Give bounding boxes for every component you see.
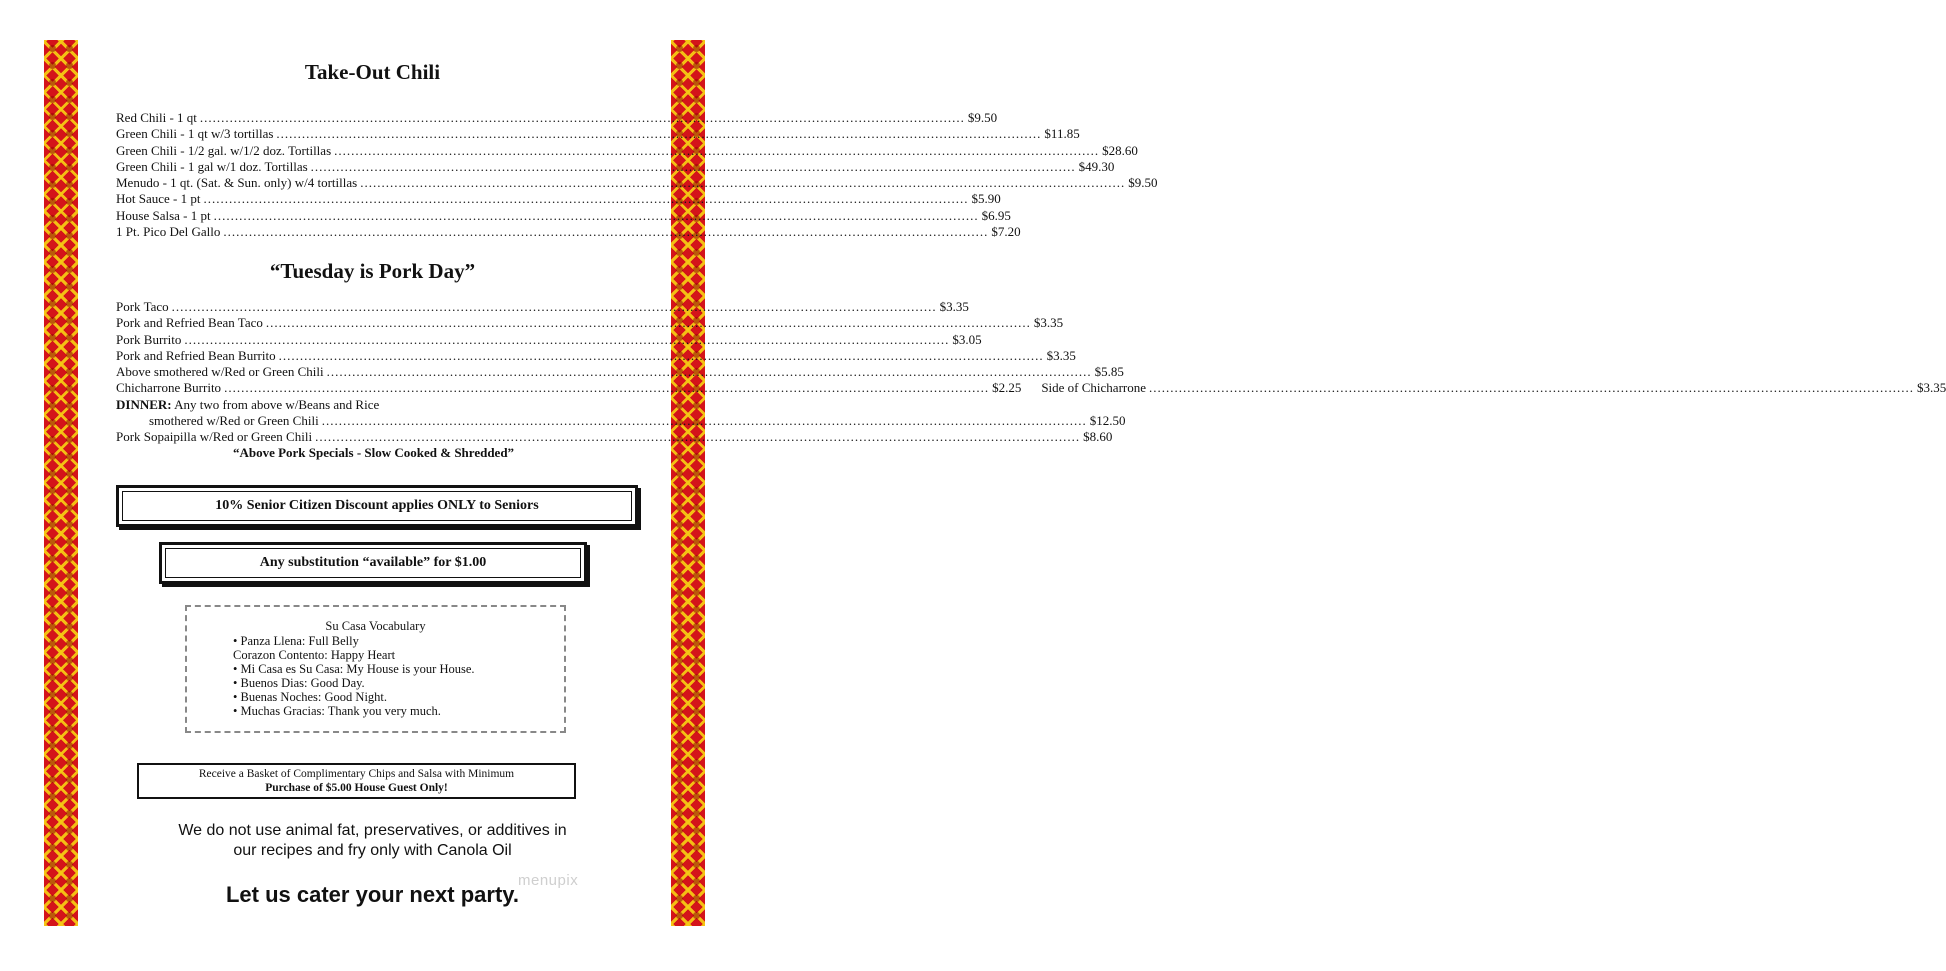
leader-dots: [276, 126, 1041, 142]
takeout-menu-list: [116, 110, 1158, 240]
item-price: $28.60: [1102, 142, 1138, 158]
dinner-label: DINNER:: [116, 396, 172, 412]
substitution-text: Any substitution “available” for $1.00: [165, 548, 581, 578]
chips-line-2: Purchase of $5.00 House Guest Only!: [265, 781, 448, 794]
menu-item: [116, 191, 1001, 207]
item-name: Green Chili - 1 gal w/1 doz. Tortillas: [116, 158, 308, 174]
item-price: $3.05: [952, 331, 982, 347]
item-price: $6.95: [981, 207, 1011, 223]
leader-dots: [223, 224, 988, 240]
vocabulary-item: • Mi Casa es Su Casa: My House is your House.: [233, 662, 475, 676]
leader-dots: [334, 143, 1099, 159]
leader-dots: [311, 159, 1076, 175]
item-price: $2.25: [992, 380, 1022, 396]
leader-dots: [322, 413, 1087, 429]
vocabulary-title: Su Casa Vocabulary: [325, 619, 426, 633]
menu-item-pair: [116, 380, 1946, 396]
dinner-line-1: [116, 397, 631, 413]
item-name: Pork and Refried Bean Taco: [116, 315, 263, 331]
item-name: Side of Chicharrone: [1041, 380, 1147, 396]
item-name: Chicharrone Burrito: [116, 380, 222, 396]
item-price: $11.85: [1044, 126, 1080, 142]
leader-dots: [172, 299, 937, 315]
item-price: $3.35: [1917, 380, 1946, 396]
menu-item: [116, 299, 969, 315]
menu-item: [116, 347, 1076, 364]
leader-dots: [279, 348, 1044, 364]
item-name: Green Chili - 1/2 gal. w/1/2 doz. Tortillas: [116, 142, 332, 158]
ingredients-line-1: We do not use animal fat, preservatives, or additives in: [178, 822, 567, 839]
item-price: $9.50: [1128, 175, 1158, 191]
vocabulary-list: [233, 634, 475, 718]
menu-item: [116, 224, 1021, 240]
leader-dots: [203, 191, 968, 207]
item-name: Pork Taco: [116, 299, 169, 314]
menu-item: [116, 364, 1124, 380]
menu-item: [116, 207, 1011, 224]
leader-dots: [327, 364, 1092, 380]
item-name: Menudo - 1 qt. (Sat. & Sun. only) w/4 tortillas: [116, 175, 358, 191]
dinner-line-2: [116, 413, 1126, 429]
decorative-border-left: [44, 40, 78, 926]
menu-item: [116, 110, 998, 126]
leader-dots: [224, 380, 989, 396]
vocabulary-item: • Panza Llena: Full Belly: [233, 634, 359, 648]
leader-dots: [266, 315, 1031, 331]
menu-item: [116, 142, 1138, 159]
pork-day-heading: “Tuesday is Pork Day”: [269, 259, 476, 283]
item-price: $3.35: [1033, 315, 1064, 331]
takeout-heading: Take-Out Chili: [304, 60, 441, 84]
leader-dots: [184, 332, 949, 348]
menu-item: [116, 429, 1113, 445]
item-name: 1 Pt. Pico Del Gallo: [116, 224, 221, 240]
item-price: $3.35: [1046, 347, 1076, 363]
item-price: $12.50: [1089, 413, 1126, 429]
vocabulary-item: Corazon Contento: Happy Heart: [233, 648, 396, 662]
substitution-box: [159, 542, 587, 584]
item-name: smothered w/Red or Green Chili: [149, 413, 319, 429]
item-price: $3.35: [939, 299, 969, 314]
senior-discount-text: 10% Senior Citizen Discount applies ONLY to Seniors: [122, 491, 632, 521]
item-name: House Salsa - 1 pt: [116, 207, 211, 223]
menu-item: [116, 126, 1080, 142]
ingredients-notice: [90, 821, 655, 861]
item-price: $5.90: [971, 191, 1001, 207]
item-price: $7.20: [991, 224, 1021, 240]
item-name: Hot Sauce - 1 pt: [116, 191, 201, 207]
item-price: $5.85: [1094, 364, 1124, 380]
item-name: Pork Burrito: [116, 331, 182, 347]
item-name: Red Chili - 1 qt: [116, 110, 197, 125]
complimentary-chips-box: [137, 763, 576, 799]
item-price: $9.50: [967, 110, 998, 125]
item-name: Pork Sopaipilla w/Red or Green Chili: [116, 429, 313, 445]
item-price: $8.60: [1083, 429, 1113, 445]
menu-item: [116, 175, 1158, 191]
leader-dots: [360, 175, 1125, 191]
leader-dots: [1149, 380, 1914, 396]
vocabulary-item: • Buenos Dias: Good Day.: [233, 676, 365, 690]
vocabulary-item: • Muchas Gracias: Thank you very much.: [233, 704, 441, 718]
catering-slogan: Let us cater your next party.: [225, 882, 519, 907]
pork-menu-list: [116, 299, 1946, 446]
senior-discount-box: [116, 485, 638, 527]
chips-line-1: Receive a Basket of Complimentary Chips and Salsa with Minimum: [198, 768, 515, 780]
vocabulary-box: [185, 605, 566, 733]
leader-dots: [214, 208, 979, 224]
vocabulary-item: • Buenas Noches: Good Night.: [233, 690, 388, 704]
menupix-watermark: menupix: [518, 872, 579, 889]
leader-dots: [200, 110, 965, 126]
item-price: $49.30: [1078, 158, 1115, 174]
pork-specials-note: “Above Pork Specials - Slow Cooked & Shredded”: [232, 445, 515, 460]
menu-item: [116, 315, 1064, 331]
dinner-description: Any two from above w/Beans and Rice: [174, 396, 380, 412]
leader-dots: [315, 429, 1080, 445]
menu-item: [116, 158, 1115, 175]
menu-item: [116, 331, 982, 348]
item-name: Pork and Refried Bean Burrito: [116, 347, 276, 363]
item-name: Above smothered w/Red or Green Chili: [116, 364, 324, 380]
ingredients-line-2: our recipes and fry only with Canola Oil: [233, 842, 512, 859]
item-name: Green Chili - 1 qt w/3 tortillas: [116, 126, 274, 142]
